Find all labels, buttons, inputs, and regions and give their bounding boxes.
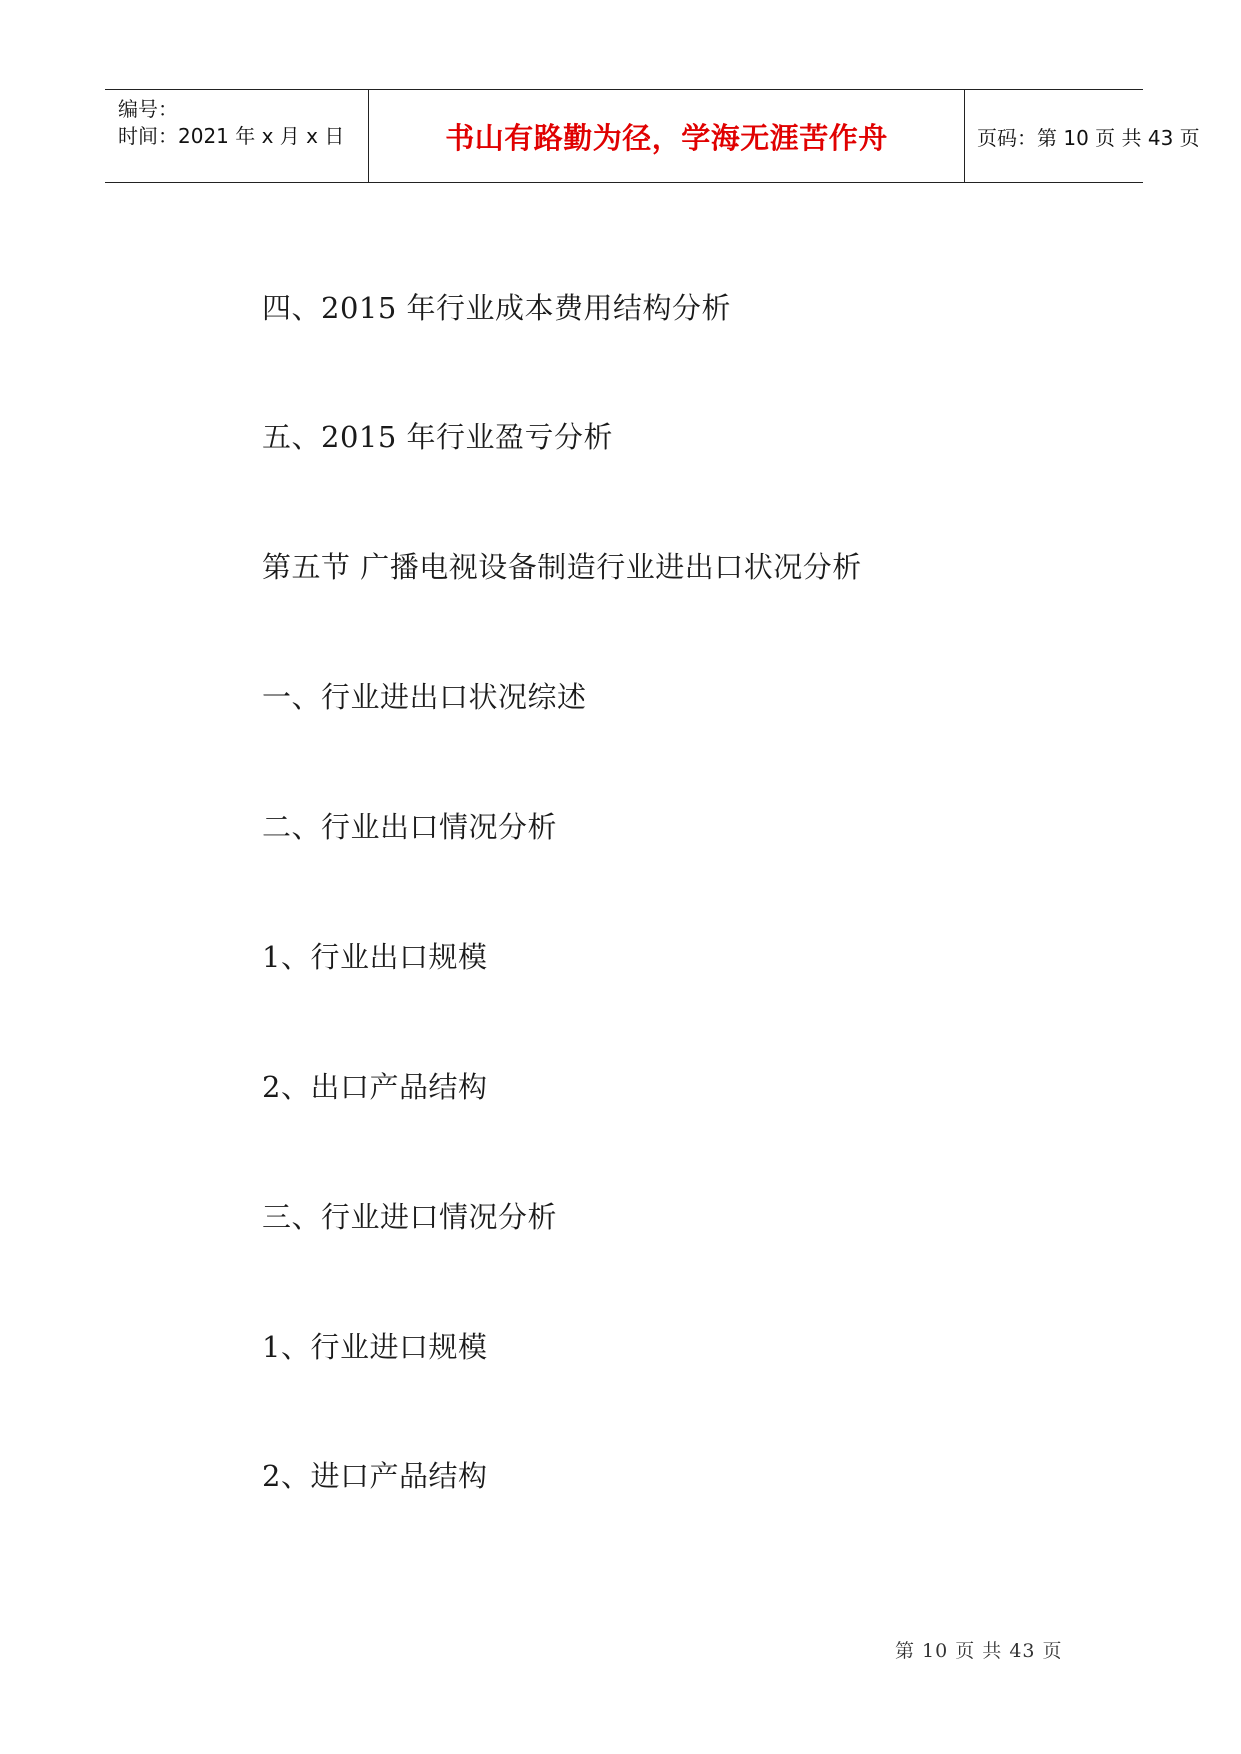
toc-entry: 2、进口产品结构 — [262, 1459, 488, 1493]
toc-section-heading: 第五节 广播电视设备制造行业进出口状况分析 — [262, 550, 862, 584]
toc-entry: 一、行业进出口状况综述 — [262, 680, 587, 714]
toc-entry: 五、2015 年行业盈亏分析 — [262, 420, 614, 454]
document-date: 时间：2021 年 x 月 x 日 — [118, 124, 345, 148]
header-motto: 书山有路勤为径，学海无涯苦作舟 — [445, 120, 888, 155]
page-footer-number: 第 10 页 共 43 页 — [895, 1640, 1063, 1662]
header-page-code: 页码：第 10 页 共 43 页 — [977, 125, 1200, 150]
header-info-cell — [105, 90, 369, 182]
toc-entry: 1、行业进口规模 — [262, 1330, 488, 1364]
toc-entry: 三、行业进口情况分析 — [262, 1200, 558, 1234]
toc-entry: 2、出口产品结构 — [262, 1070, 488, 1104]
document-number-label: 编号： — [118, 97, 178, 121]
header-motto-cell — [369, 90, 965, 182]
toc-entry: 1、行业出口规模 — [262, 940, 488, 974]
toc-entry: 四、2015 年行业成本费用结构分析 — [262, 291, 732, 325]
page-header — [105, 89, 1200, 183]
toc-entry: 二、行业出口情况分析 — [262, 810, 558, 844]
